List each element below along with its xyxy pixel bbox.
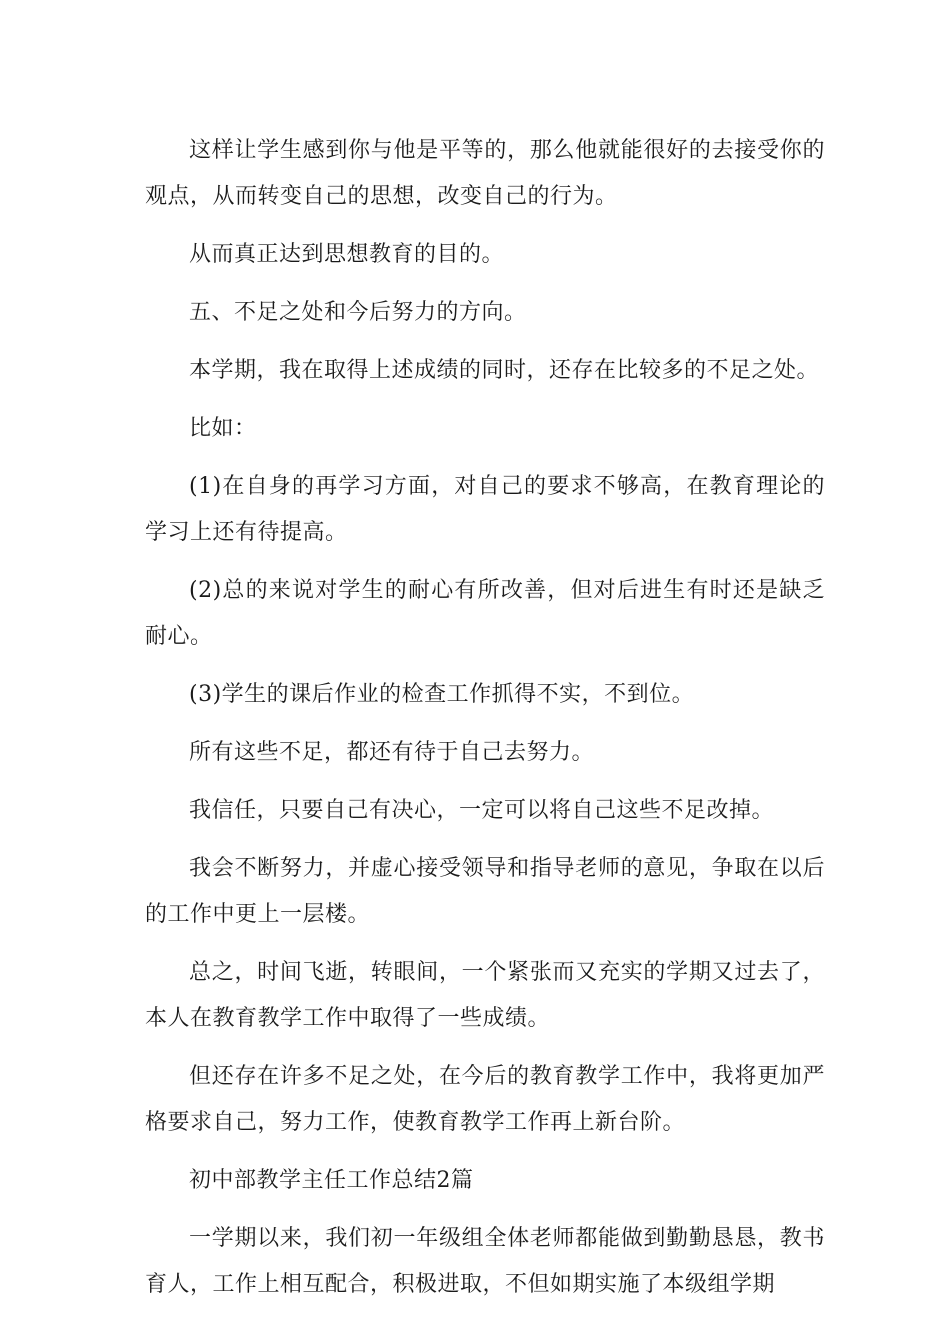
paragraph: 从而真正达到思想教育的目的。: [189, 242, 505, 267]
paragraph: 但还存在许多不足之处，在今后的教育教学工作中，我将更加严格要求自己，努力工作，使教育教学工作再上新台阶。: [145, 1064, 825, 1135]
paragraph: 本学期，我在取得上述成绩的同时，还存在比较多的不足之处。: [189, 358, 820, 383]
paragraph: 这样让学生感到你与他是平等的，那么他就能很好的去接受你的观点，从而转变自己的思想，改变自己的行为。: [145, 138, 825, 209]
paragraph: 我信任，只要自己有决心，一定可以将自己这些不足改掉。: [189, 798, 775, 823]
article-title: 初中部教学主任工作总结2篇: [189, 1168, 474, 1193]
paragraph: 我会不断努力，并虚心接受领导和指导老师的意见，争取在以后的工作中更上一层楼。: [145, 856, 825, 927]
section-heading: 五、不足之处和今后努力的方向。: [189, 300, 527, 325]
list-item: (2)总的来说对学生的耐心有所改善，但对后进生有时还是缺乏耐心。: [145, 578, 825, 649]
paragraph: 总之，时间飞逝，转眼间，一个紧张而又充实的学期又过去了，本人在教育教学工作中取得了一些成绩。: [145, 960, 825, 1031]
paragraph: 所有这些不足，都还有待于自己去努力。: [189, 740, 595, 765]
list-item: (1)在自身的再学习方面，对自己的要求不够高，在教育理论的学习上还有待提高。: [145, 474, 825, 545]
paragraph: 比如：: [189, 416, 257, 441]
paragraph: 一学期以来，我们初一年级组全体老师都能做到勤勤恳恳，教书育人，工作上相互配合，积极进取，不但如期实施了本级组学期: [145, 1226, 825, 1297]
list-item: (3)学生的课后作业的检查工作抓得不实，不到位。: [189, 682, 695, 707]
document-body: [145, 128, 825, 1320]
